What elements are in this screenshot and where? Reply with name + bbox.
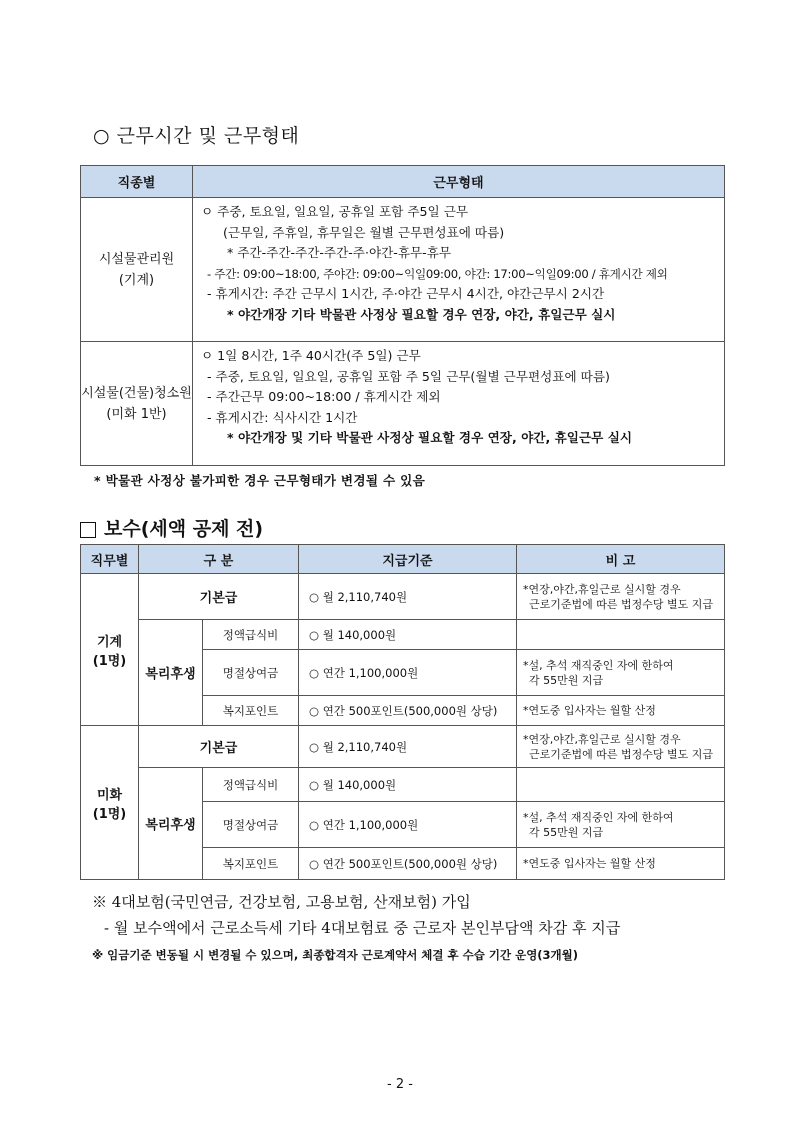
- column-header: 직종별: [81, 166, 193, 198]
- welfare-note: [517, 768, 725, 802]
- column-header: 지급기준: [299, 545, 517, 574]
- work-type-cell: [193, 342, 725, 466]
- work-line: * 야간개장 및 기타 박물관 사정상 필요할 경우 연장, 야간, 휴일근무 실시: [227, 430, 633, 445]
- work-line: ㅇ 1일 8시간, 1주 40시간(주 5일) 근무: [201, 348, 421, 363]
- checkbox-square-icon: [80, 522, 96, 538]
- work-line: - 주간: 09:00~18:00, 주야간: 09:00~익일09:00, 야간: 17:00~익일09:00 / 휴게시간 제외: [207, 266, 668, 281]
- note-line: 각 55만원 지급: [529, 825, 604, 839]
- work-line: - 휴게시간: 식사시간 1시간: [207, 409, 358, 425]
- base-pay-label: 기본급: [139, 574, 299, 620]
- work-line: ㅇ 주중, 토요일, 일요일, 공휴일 포함 주5일 근무: [201, 204, 469, 219]
- job-group-cell: [81, 574, 139, 726]
- column-header: 근무형태: [193, 166, 725, 198]
- job-group-line: 미화: [96, 787, 123, 803]
- work-type-table: [80, 165, 725, 466]
- job-group-line: (1명): [92, 653, 127, 669]
- section-title-pay: [80, 514, 263, 541]
- welfare-item: 명절상여금: [203, 802, 299, 848]
- table-header-row: [81, 545, 725, 574]
- welfare-label: 복리후생: [139, 768, 203, 880]
- welfare-note: [517, 802, 725, 848]
- column-header: 구 분: [139, 545, 299, 574]
- welfare-item: 복지포인트: [203, 696, 299, 726]
- table-row: [81, 342, 725, 466]
- work-type-cell: [193, 198, 725, 342]
- job-type-line: (미화 1반): [106, 406, 167, 422]
- welfare-note: [517, 650, 725, 696]
- job-group-cell: [81, 726, 139, 880]
- table-row: [81, 198, 725, 342]
- job-type-line: (기계): [118, 272, 155, 288]
- job-group-line: 기계: [96, 634, 123, 650]
- table-row: [81, 768, 725, 802]
- footnote-wage-change: ※ 임금기준 변동될 시 변경될 수 있으며, 최종합격자 근로계약서 체결 후 수습 기간 운영(3개월): [92, 948, 579, 962]
- note-line: 각 55만원 지급: [529, 673, 604, 687]
- base-pay-note: [517, 726, 725, 768]
- section-title-work-hours: ○ 근무시간 및 근무형태: [93, 125, 300, 147]
- welfare-item: 명절상여금: [203, 650, 299, 696]
- work-line: - 주간근무 09:00~18:00 / 휴게시간 제외: [207, 389, 441, 404]
- job-group-line: (1명): [92, 806, 127, 822]
- work-line: * 야간개장 기타 박물관 사정상 필요할 경우 연장, 야간, 휴일근무 실시: [227, 306, 616, 322]
- table-row: [81, 574, 725, 620]
- footnote-deduction: - 월 보수액에서 근로소득세 기타 4대보험료 중 근로자 본인부담액 차감 후 지급: [104, 919, 621, 937]
- welfare-value: ○ 연간 1,100,000원: [299, 802, 517, 848]
- base-pay-value: ○ 월 2,110,740원: [299, 574, 517, 620]
- table-header-row: [81, 166, 725, 198]
- section-title-text: 보수(세액 공제 전): [104, 518, 264, 540]
- table-row: [81, 726, 725, 768]
- base-pay-note: [517, 574, 725, 620]
- welfare-value: ○ 연간 500포인트(500,000원 상당): [299, 848, 517, 880]
- pay-table: [80, 544, 725, 880]
- welfare-value: ○ 연간 500포인트(500,000원 상당): [299, 696, 517, 726]
- note-line: *연장,야간,휴일근로 실시할 경우: [523, 582, 681, 596]
- column-header: 비 고: [517, 545, 725, 574]
- welfare-value: ○ 월 140,000원: [299, 620, 517, 650]
- welfare-item: 복지포인트: [203, 848, 299, 880]
- table-row: [81, 620, 725, 650]
- note-line: *설, 추석 재직중인 자에 한하여: [523, 810, 674, 824]
- welfare-value: ○ 월 140,000원: [299, 768, 517, 802]
- work-type-note: * 박물관 사정상 불가피한 경우 근무형태가 변경될 수 있음: [94, 473, 426, 488]
- job-type-line: 시설물(건물)청소원: [81, 385, 192, 401]
- note-line: *연장,야간,휴일근로 실시할 경우: [523, 732, 681, 746]
- page-number: - 2 -: [387, 1077, 413, 1092]
- note-line: 근로기준법에 따른 법정수당 별도 지급: [529, 747, 714, 761]
- welfare-label: 복리후생: [139, 620, 203, 726]
- note-line: *설, 추석 재직중인 자에 한하여: [523, 658, 674, 672]
- welfare-item: 정액급식비: [203, 620, 299, 650]
- job-type-cell: [81, 198, 193, 342]
- note-line: 근로기준법에 따른 법정수당 별도 지급: [529, 597, 714, 611]
- welfare-value: ○ 연간 1,100,000원: [299, 650, 517, 696]
- work-line: (근무일, 주휴일, 휴무일은 월별 근무편성표에 따름): [223, 224, 505, 240]
- note-line: *연도중 입사자는 월할 산정: [523, 704, 656, 717]
- note-line: *연도중 입사자는 월할 산정: [523, 857, 656, 870]
- work-line: - 휴게시간: 주간 근무시 1시간, 주·야간 근무시 4시간, 야간근무시 2시간: [207, 286, 605, 301]
- column-header: 직무별: [81, 545, 139, 574]
- base-pay-label: 기본급: [139, 726, 299, 768]
- job-type-line: 시설물관리원: [98, 251, 175, 267]
- welfare-note: [517, 620, 725, 650]
- welfare-note: [517, 696, 725, 726]
- welfare-item: 정액급식비: [203, 768, 299, 802]
- work-line: - 주중, 토요일, 일요일, 공휴일 포함 주 5일 근무(월별 근무편성표에 따름): [207, 368, 610, 384]
- work-line: * 주간-주간-주간-주간-주·야간-휴무-휴무: [227, 245, 452, 260]
- welfare-note: [517, 848, 725, 880]
- base-pay-value: ○ 월 2,110,740원: [299, 726, 517, 768]
- job-type-cell: [81, 342, 193, 466]
- footnote-insurance: ※ 4대보험(국민연금, 건강보험, 고용보험, 산재보험) 가입: [92, 893, 471, 911]
